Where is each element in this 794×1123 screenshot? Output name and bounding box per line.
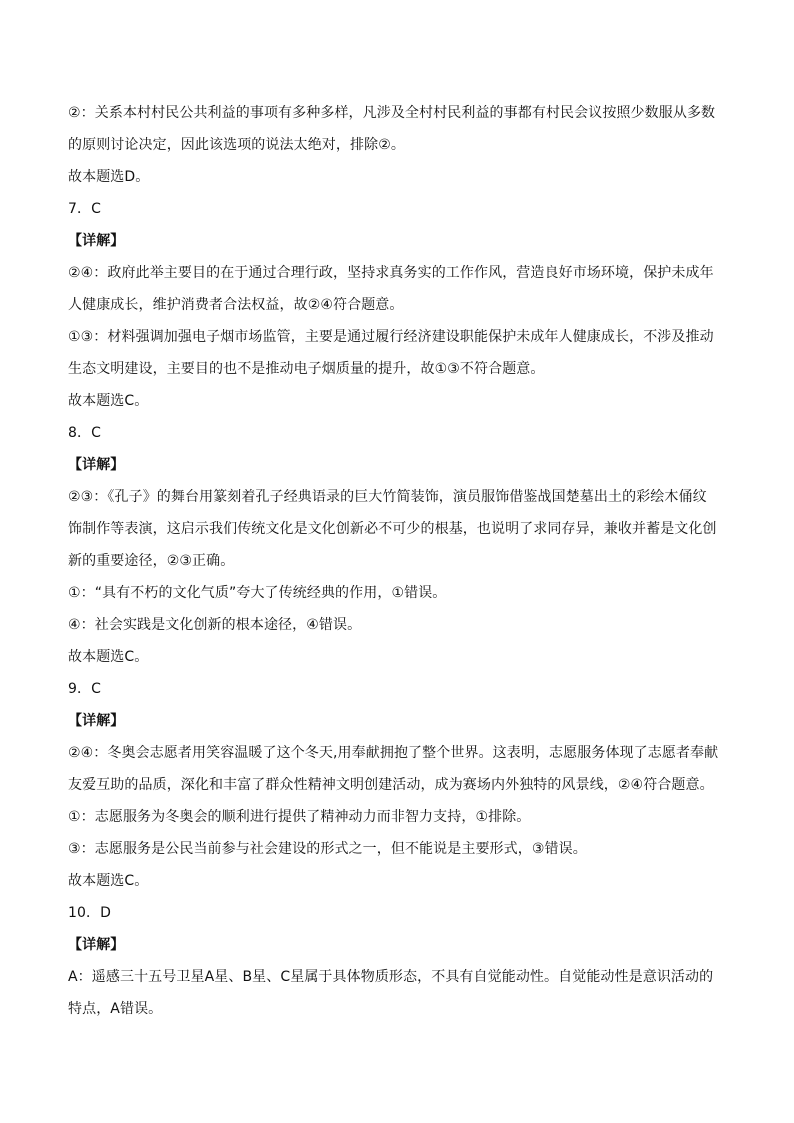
paragraph-line: ②④：冬奥会志愿者用笑容温暖了这个冬天,用奉献拥抱了整个世界。这表明，志愿服务体现了志愿者奉献 xyxy=(68,745,719,761)
paragraph-line: 故本题选C。 xyxy=(68,393,149,409)
section-heading: 【详解】 xyxy=(68,457,125,473)
paragraph-line: ②③：《孔子》的舞台用篆刻着孔子经典语录的巨大竹简装饰，演员服饰借鉴战国楚墓出土的彩绘木俑纹 xyxy=(68,489,707,505)
paragraph-line: 故本题选D。 xyxy=(68,169,150,185)
paragraph-line: ①：志愿服务为冬奥会的顺利进行提供了精神动力而非智力支持，①排除。 xyxy=(68,809,531,825)
section-heading: 【详解】 xyxy=(68,713,125,729)
paragraph-line: 人健康成长，维护消费者合法权益，故②④符合题意。 xyxy=(68,297,404,313)
paragraph-line: ①③：材料强调加强电子烟市场监管，主要是通过履行经济建设职能保护未成年人健康成长，不涉及推动 xyxy=(68,329,714,345)
document-body xyxy=(68,97,728,1025)
paragraph-line: 故本题选C。 xyxy=(68,873,149,889)
section-heading: 【详解】 xyxy=(68,233,125,249)
paragraph-line: 友爱互助的品质，深化和丰富了群众性精神文明创建活动，成为赛场内外独特的风景线，②④符合题意。 xyxy=(68,777,714,793)
paragraph-line: 故本题选C。 xyxy=(68,649,149,665)
paragraph-line: A：遥感三十五号卫星A星、B星、C星属于具体物质形态，不具有自觉能动性。自觉能动性是意识活动的 xyxy=(68,969,714,985)
paragraph-line: 的原则讨论决定，因此该选项的说法太绝对，排除②。 xyxy=(68,137,405,153)
paragraph-line: 新的重要途径，②③正确。 xyxy=(68,553,235,569)
section-heading: 【详解】 xyxy=(68,937,125,953)
paragraph-line: ②④：政府此举主要目的在于通过合理行政，坚持求真务实的工作作风，营造良好市场环境，保护未成年 xyxy=(68,265,714,281)
paragraph-line: 特点，A错误。 xyxy=(68,1001,163,1017)
paragraph-line: ①：“具有不朽的文化气质”夸大了传统经典的作用，①错误。 xyxy=(68,585,447,601)
question-number: 10．D xyxy=(68,905,111,921)
paragraph-line: 生态文明建设，主要目的也不是推动电子烟质量的提升，故①③不符合题意。 xyxy=(68,361,545,377)
paragraph-line: ②：关系本村村民公共利益的事项有多种多样，凡涉及全村村民利益的事都有村民会议按照少数服从多数 xyxy=(68,105,716,121)
paragraph-line: ③：志愿服务是公民当前参与社会建设的形式之一，但不能说是主要形式，③错误。 xyxy=(68,841,587,857)
paragraph-line: 饰制作等表演，这启示我们传统文化是文化创新必不可少的根基，也说明了求同存异，兼收并蓄是文化创 xyxy=(68,521,717,537)
paragraph-line: ④：社会实践是文化创新的根本途径，④错误。 xyxy=(68,617,362,633)
question-number: 7．C xyxy=(68,201,101,217)
question-number: 9．C xyxy=(68,681,101,697)
question-number: 8．C xyxy=(68,425,101,441)
